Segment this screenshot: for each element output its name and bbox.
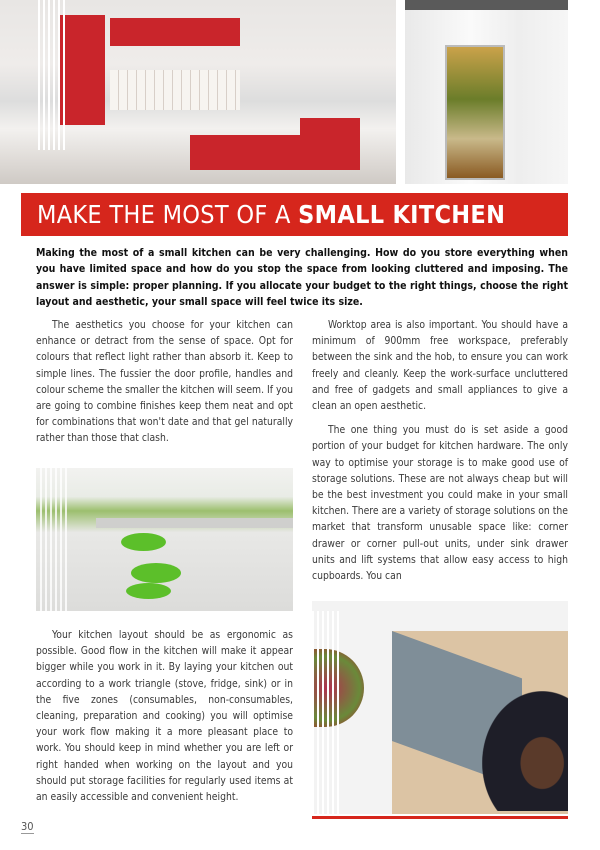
paragraph-layout: Your kitchen layout should be as ergonomic as possible. Good flow in the kitchen will make it appear bigger while you work in it. By laying your kitchen out according to a work triangle (stove, fridge, sink) or in the five zones (consumables, non-consumables, cleaning, preparation and cooking) you will optimise your work flow making it a more pleasant place to work. You should keep in mind whether you are left or right handed when working on the layout and you should put storage facilities for regularly used items at an easily accessible and convenient height. [36,629,293,804]
article-title: MAKE THE MOST OF A SMALL KITCHEN [21,193,568,236]
column-left-bottom [36,627,293,805]
corner-drawer-photo [312,601,568,814]
column-right [312,317,568,584]
corner-pullout-photo [36,468,293,611]
page-number: 30 [21,820,34,833]
paragraph-hardware: The one thing you must do is set aside a good portion of your budget for kitchen hardware. The only way to optimise your storage is to make good use of storage solutions. These are not always cheap but will be the best investment you could make in your small kitchen. There are a variety of storage solutions on the market that transform unusable space like: corner drawer or corner pull-out units, under sink drawer units and lift systems that allow easy access to high cupboards. You can [312,424,568,583]
column-left-top [36,317,293,447]
paragraph-aesthetics: The aesthetics you choose for your kitchen can enhance or detract from the sense of space. Opt for colours that reflect light rather than absorb it. Keep to simple lines. The fussier the door profile, handles and colour scheme the smaller the kitchen will seem. If you are going to combine finishes keep them neat and opt for combinations that won't date and that gel naturally rather than those that clash. [36,319,293,445]
pullout-rack-photo [405,0,568,184]
paragraph-worktop: Worktop area is also important. You should have a minimum of 900mm free workspace, preferably between the sink and the hob, to ensure you can work freely and cleanly. Keep the work-surface uncluttered and free of gadgets and small appliances to give a clean an open aesthetic. [312,319,568,413]
accent-divider [312,816,568,819]
article-intro: Making the most of a small kitchen can be very challenging. How do you store everything when you have limited space and how do you stop the space from looking cluttered and imposing. The answer is simple: proper planning. If you allocate your budget to the right things, choose the right layout and aesthetic, your small space will feel twice its size. [36,247,568,308]
red-kitchen-photo [0,0,396,184]
